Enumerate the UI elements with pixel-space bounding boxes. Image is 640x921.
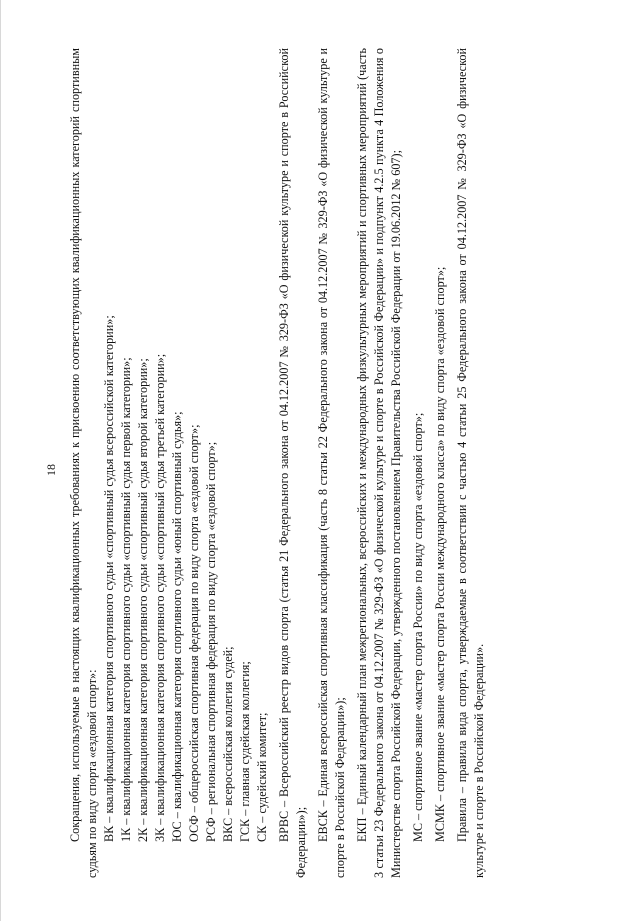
abbr-osf: ОСФ – общероссийская спортивная федерация по виду спорта «ездовой спорт»;	[187, 424, 201, 842]
abbr-vrvs: ВРВС – Всероссийский реестр видов спорта (статья 21 Федерального закона от 04.12.2007 № 329-ФЗ «О физической культуре и спорте в Российской Федерации»);	[277, 48, 308, 878]
abbr-sk: СК – судейский комитет;	[255, 712, 269, 842]
abbr-ekp: ЕКП – Единый календарный план межрегиональных, всероссийских и международных физкультурных мероприятий и спортивных мероприятий (часть 3 статьи 23 Федерального закона от 04.12.2007 № 329-ФЗ «О физической культуре и спорте в Российской Федерации» и подпункт 4.2.5 пункта 4 Положения о Министерстве спорта Российской Федерации, утвержденного постановлением Правительства Российской Федерации от 19.06.2012 № 607);	[355, 48, 403, 878]
abbr-us: ЮС – квалификационная категория спортивного судьи «юный спортивный судья»;	[170, 411, 184, 842]
abbr-1k: 1К – квалификационная категория спортивного судьи «спортивный судья первой категории»;	[119, 357, 133, 842]
abbr-msmk: МСМК – спортивное звание «мастер спорта России международного класса» по виду спорта «ездовой спорт»;	[433, 266, 447, 842]
document-body	[67, 48, 488, 878]
abbr-evsk: ЕВСК – Единая всероссийская спортивная классификация (часть 8 статьи 22 Федерального закона от 04.12.2007 № 329-ФЗ «О физической культуре и спорте в Российской Федерации»);	[316, 48, 347, 878]
abbr-gsk: ГСК – главная судейская коллегия;	[238, 661, 252, 842]
abbr-2k: 2К – квалификационная категория спортивного судьи «спортивный судья второй категории»;	[136, 358, 150, 842]
abbr-vk: ВК – квалификационная категория спортивного судьи «спортивный судья всероссийской категории»;	[102, 315, 116, 842]
abbr-pravila: Правила – правила вида спорта, утверждаемые в соответствии с частью 4 статьи 25 Федерального закона от 04.12.2007 № 329-ФЗ «О физической культуре и спорте в Российской Федерации».	[455, 48, 486, 878]
abbr-ms: МС – спортивное звание «мастер спорта России» по виду спорта «ездовой спорт»;	[411, 412, 425, 842]
document-page	[44, 10, 575, 910]
page-number: 18	[44, 464, 58, 476]
intro-paragraph: Сокращения, используемые в настоящих квалификационных требованиях к присвоению соответствующих квалификационных категорий спортивным судьям по виду спорта «ездовой спорт»:	[68, 48, 99, 878]
abbr-rsf: РСФ – региональная спортивная федерация по виду спорта «ездовой спорт»;	[204, 441, 218, 842]
abbr-3k: 3К – квалификационная категория спортивного судьи «спортивный судья третьей категории»;	[153, 353, 167, 842]
abbr-vks: ВКС – всероссийская коллегия судей;	[221, 646, 235, 842]
